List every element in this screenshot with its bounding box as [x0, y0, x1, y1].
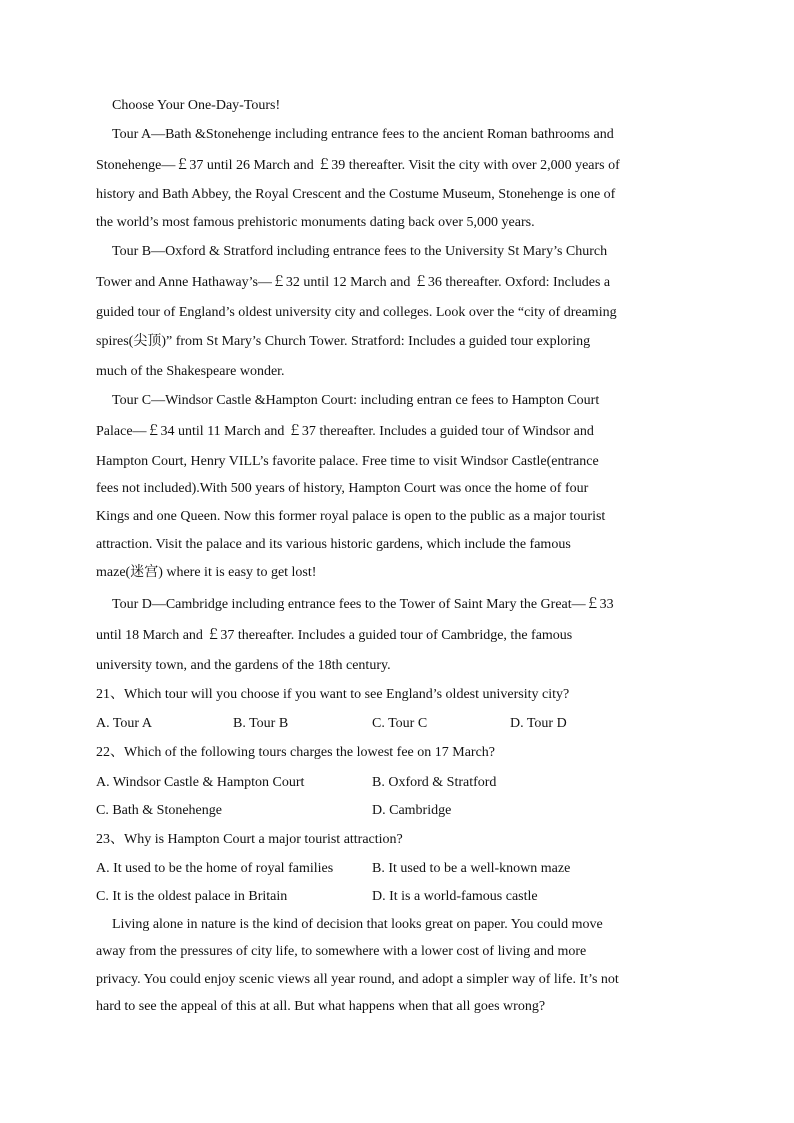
q21-option-d: D. Tour D	[510, 716, 567, 731]
q21-option-a: A. Tour A	[96, 716, 152, 731]
tour-b-line-4: spires(尖顶)” from St Mary’s Church Tower. Stratford: Includes a guided tour exploring	[96, 334, 591, 349]
passage-2-line-1: Living alone in nature is the kind of decision that looks great on paper. You could move	[112, 917, 603, 932]
tour-c-line-4: fees not included).With 500 years of history, Hampton Court was once the home of four	[96, 481, 589, 496]
tour-a-line-2: Stonehenge—￡37 until 26 March and ￡39 thereafter. Visit the city with over 2,000 years of	[96, 158, 620, 173]
q22-option-c: C. Bath & Stonehenge	[96, 803, 222, 818]
tour-c-line-7: maze(迷宫) where it is easy to get lost!	[96, 565, 317, 580]
tour-d-line-2: until 18 March and ￡37 thereafter. Includes a guided tour of Cambridge, the famous	[96, 628, 573, 643]
q23-option-d: D. It is a world-famous castle	[372, 889, 538, 904]
passage-title: Choose Your One-Day-Tours!	[112, 98, 281, 113]
tour-d-line-1: Tour D—Cambridge including entrance fees to the Tower of Saint Mary the Great—￡33	[112, 597, 614, 612]
passage-2-line-3: privacy. You could enjoy scenic views all year round, and adopt a simpler way of life. It’s not	[96, 972, 619, 987]
tour-a-line-3: history and Bath Abbey, the Royal Crescent and the Costume Museum, Stonehenge is one of	[96, 187, 616, 202]
q22-option-d: D. Cambridge	[372, 803, 452, 818]
tour-a-line-4: the world’s most famous prehistoric monuments dating back over 5,000 years.	[96, 215, 535, 230]
tour-b-line-2: Tower and Anne Hathaway’s—￡32 until 12 March and ￡36 thereafter. Oxford: Includes a	[96, 275, 611, 290]
q23-option-c: C. It is the oldest palace in Britain	[96, 889, 288, 904]
question-21: 21、Which tour will you choose if you want to see England’s oldest university city?	[96, 687, 570, 702]
tour-d-line-3: university town, and the gardens of the 18th century.	[96, 658, 391, 673]
tour-c-line-1: Tour C—Windsor Castle &Hampton Court: including entran ce fees to Hampton Court	[112, 393, 600, 408]
tour-c-line-5: Kings and one Queen. Now this former royal palace is open to the public as a major tourist	[96, 509, 606, 524]
tour-c-line-6: attraction. Visit the palace and its various historic gardens, which include the famous	[96, 537, 571, 552]
q22-option-b: B. Oxford & Stratford	[372, 775, 497, 790]
q23-option-b: B. It used to be a well-known maze	[372, 861, 571, 876]
question-23: 23、Why is Hampton Court a major tourist attraction?	[96, 832, 403, 847]
tour-c-line-2: Palace—￡34 until 11 March and ￡37 thereafter. Includes a guided tour of Windsor and	[96, 424, 594, 439]
tour-c-line-3: Hampton Court, Henry VILL’s favorite palace. Free time to visit Windsor Castle(entrance	[96, 454, 599, 469]
q21-option-b: B. Tour B	[233, 716, 289, 731]
q22-option-a: A. Windsor Castle & Hampton Court	[96, 775, 305, 790]
q23-option-a: A. It used to be the home of royal families	[96, 861, 334, 876]
tour-b-line-3: guided tour of England’s oldest university city and colleges. Look over the “city of dreaming	[96, 305, 617, 320]
tour-b-line-1: Tour B—Oxford & Stratford including entrance fees to the University St Mary’s Church	[112, 244, 608, 259]
passage-2-line-2: away from the pressures of city life, to somewhere with a lower cost of living and more	[96, 944, 587, 959]
q21-option-c: C. Tour C	[372, 716, 428, 731]
question-22: 22、Which of the following tours charges the lowest fee on 17 March?	[96, 745, 496, 760]
tour-b-line-5: much of the Shakespeare wonder.	[96, 364, 285, 379]
passage-2-line-4: hard to see the appeal of this at all. But what happens when that all goes wrong?	[96, 999, 546, 1014]
tour-a-line-1: Tour A—Bath &Stonehenge including entrance fees to the ancient Roman bathrooms and	[112, 127, 614, 142]
